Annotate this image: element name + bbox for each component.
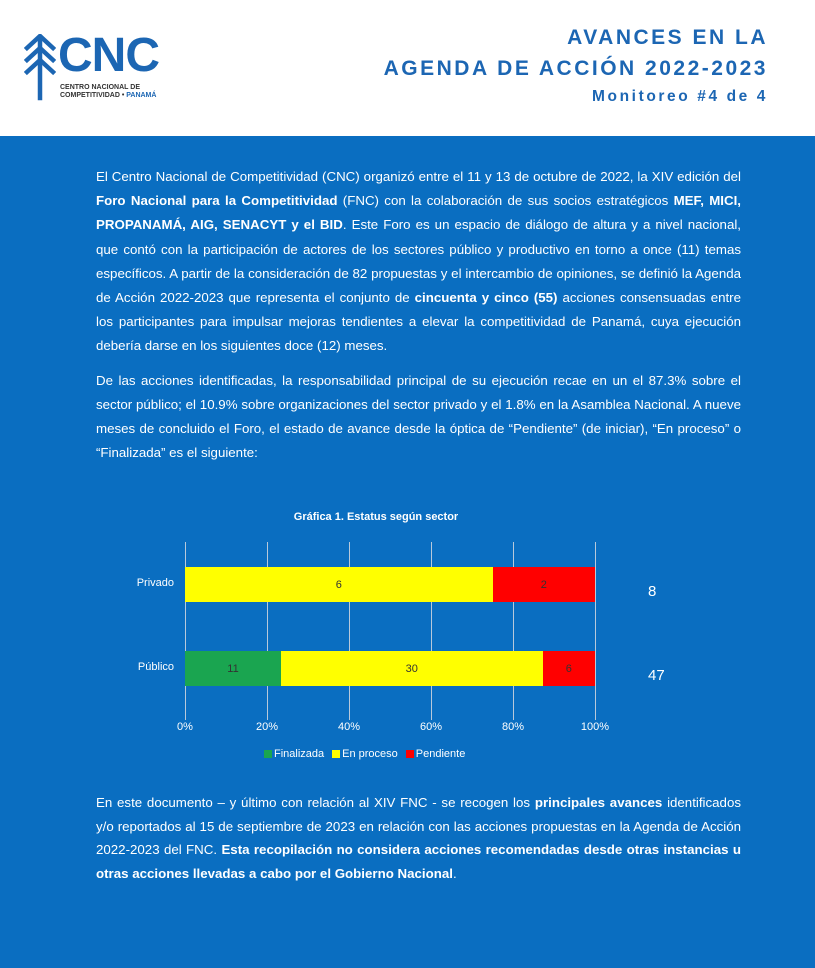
page-title [384,22,768,110]
p1-run-6: acciones consensuadas entre los participantes para impulsar mejoras tendientes a elevar la competitividad de Panamá, cuya ejecución debería darse en los siguientes doce (12) meses. [96,290,741,354]
p1-run-4: . Este Foro es un espacio de diálogo de altura y a nivel nacional, que contó con la participación de actores de los sectores público y productivo en torno a once (11) temas específicos. A partir de la consideración de 82 propuestas y el intercambio de opiniones, se definió la Agenda de Acción 2022-2023 que representa el conjunto de [96,217,741,306]
p1-run-5: cincuenta y cinco (55) [414,290,558,306]
p3-run-0: En este documento – y último con relación al XIV FNC - se recogen los [96,795,535,810]
logo-sub-competitividad: COMPETITIVIDAD [60,92,120,99]
legend-item [264,748,324,760]
p3-run-4: . [452,866,457,882]
chart-title: Gráfica 1. Estatus según sector [293,511,459,523]
chart-legend [264,748,465,760]
paragraph-2: De las acciones identificadas, la responsabilidad principal de su ejecución recae en un el 87.3% sobre el sector público; el 10.9% sobre organizaciones del sector privado y el 1.8% en la Asamblea Nacional. A nueve meses de concluido el Foro, el estado de avance desde la óptica de “Pendiente” (de iniciar), “En proceso” o “Finalizada” es el siguiente: [96,372,741,461]
page-header [0,0,815,136]
closing-text [96,791,741,886]
data-label: 6 [565,662,572,675]
x-tick-label: 0% [177,721,193,733]
cnc-logo [24,29,174,104]
logo-sub-separator: • [119,92,127,99]
p1-run-3: MEF, MICI, PROPANAMÁ, AIG, SENACYT y el BID [96,193,741,233]
logo-sub-line1: CENTRO NACIONAL DE [60,84,140,91]
logo-subtitle [60,84,190,100]
logo-sub-line2 [60,92,190,100]
category-label: Público [137,661,174,673]
legend-swatch [264,750,272,758]
logo-wordmark: CNC [58,29,159,82]
p1-run-1: Foro Nacional para la Competitividad [96,193,338,209]
logo-sub-panama: PANAMÁ [126,92,157,99]
bar-segment-pendiente [543,651,595,686]
legend-swatch [406,750,414,758]
gridline [595,542,596,720]
p3-run-1: principales avances [534,795,663,810]
x-tick-label: 80% [501,721,525,733]
status-chart [96,505,741,775]
p1-run-0: El Centro Nacional de Competitividad (CNC) organizó entre el 11 y 13 de octubre de 2022, la XIV edición del [96,169,741,184]
intro-text [96,165,741,475]
legend-item [332,748,398,760]
legend-label: En proceso [342,748,398,760]
x-tick-label: 60% [419,721,443,733]
legend-label: Finalizada [274,748,325,760]
tree-arrow-icon [24,34,56,102]
bar-segment-en-proceso [185,567,493,602]
x-tick-label: 40% [337,721,361,733]
category-label: Privado [136,577,174,589]
data-label: 2 [540,578,547,591]
x-tick-label: 100% [580,721,610,733]
data-label: 6 [335,578,342,591]
legend-label: Pendiente [415,748,466,760]
x-tick-label: 20% [255,721,279,733]
legend-swatch [332,750,340,758]
p3-run-3: Esta recopilación no considera acciones recomendadas desde otras instancias u otras acciones llevadas a cabo por el Gobierno Nacional [96,842,741,882]
title-line-2: AGENDA DE ACCIÓN 2022-2023 [383,57,768,80]
paragraph-3 [96,791,741,886]
title-line-1: AVANCES EN LA [567,26,768,49]
paragraph-1 [96,165,741,359]
data-label: 30 [405,662,418,675]
bar-segment-pendiente [493,567,596,602]
p1-run-2: (FNC) con la colaboración de sus socios estratégicos [337,193,674,209]
row-total-label: 8 [648,583,657,600]
data-label: 11 [227,662,239,675]
title-subtitle: Monitoreo #4 de 4 [592,88,768,105]
bar-segment-en-proceso [281,651,543,686]
row-total-label: 47 [648,667,665,684]
legend-item [406,748,466,760]
bar-segment-finalizada [185,651,281,686]
p3-run-2: identificados y/o reportados al 15 de septiembre de 2023 en relación con las acciones propuestas en la Agenda de Acción 2022-2023 del FNC. [96,795,741,858]
